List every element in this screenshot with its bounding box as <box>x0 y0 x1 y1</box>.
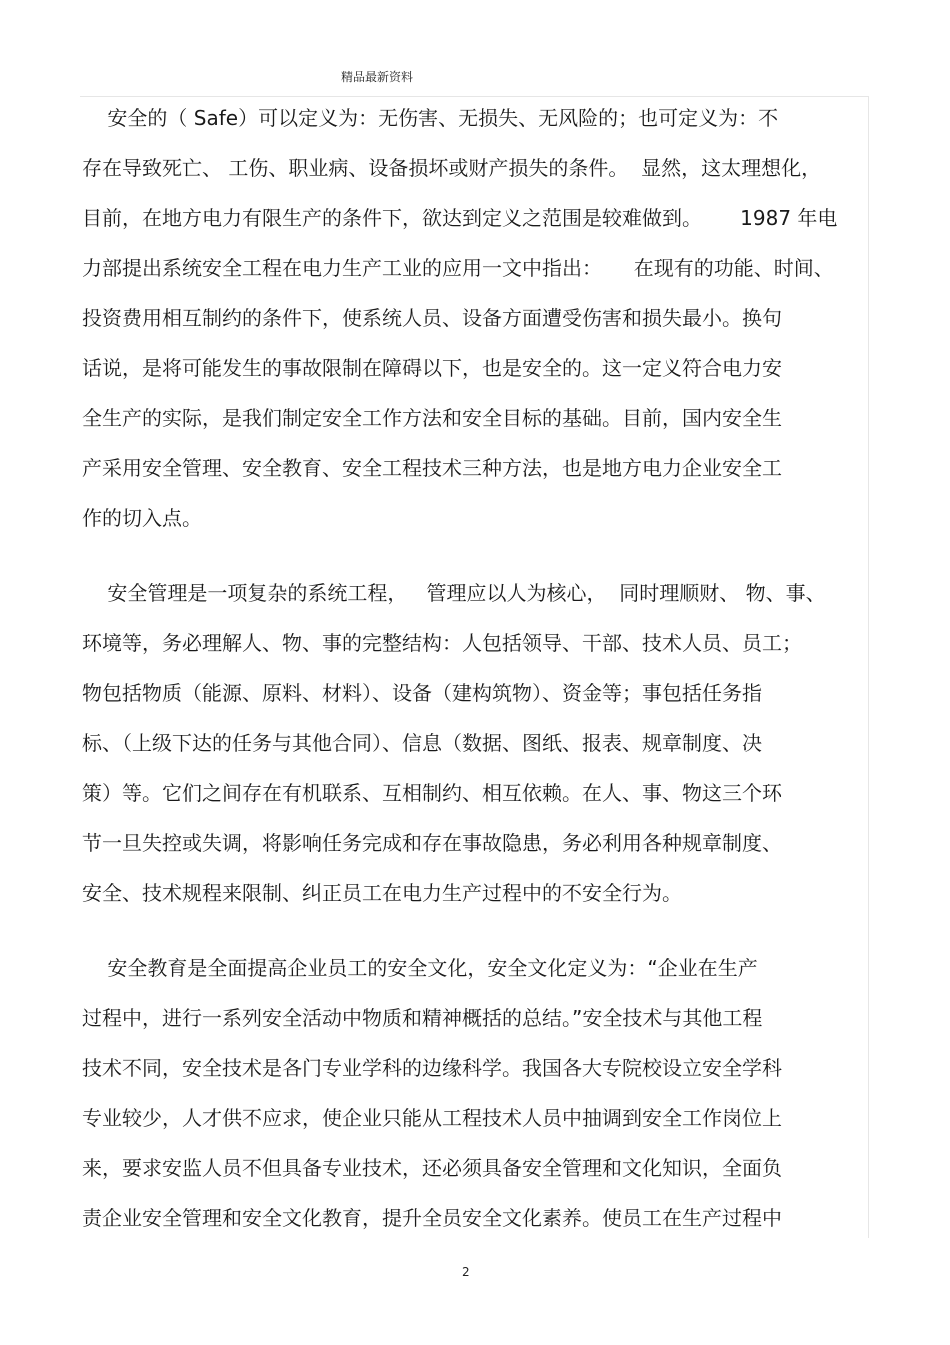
text-line: 安全管理是一项复杂的系统工程， 管理应以人为核心， 同时理顺财、 物、事、 <box>82 581 826 605</box>
text-line: 力部提出系统安全工程在电力生产工业的应用一文中指出： 在现有的功能、时间、 <box>82 256 834 280</box>
text-line: 专业较少，人才供不应求，使企业只能从工程技术人员中抽调到安全工作岗位上 <box>82 1106 782 1130</box>
text-line: 话说，是将可能发生的事故限制在障碍以下，也是安全的。这一定义符合电力安 <box>82 356 782 380</box>
text-line: 标、（上级下达的任务与其他合同）、信息（数据、图纸、报表、规章制度、决 <box>82 731 762 755</box>
header-divider <box>80 96 869 97</box>
text-line: 技术不同，安全技术是各门专业学科的边缘科学。我国各大专院校设立安全学科 <box>82 1056 782 1080</box>
text-line: 安全、技术规程来限制、纠正员工在电力生产过程中的不安全行为。 <box>82 881 682 905</box>
text-line: 环境等，务必理解人、物、事的完整结构：人包括领导、干部、技术人员、员工； <box>82 631 802 655</box>
text-line: 过程中，进行一系列安全活动中物质和精神概括的总结。”安全技术与其他工程 <box>82 1006 763 1030</box>
text-line: 安全教育是全面提高企业员工的安全文化，安全文化定义为：“企业在生产 <box>82 956 758 980</box>
text-line: 投资费用相互制约的条件下，使系统人员、设备方面遭受伤害和损失最小。换句 <box>82 306 782 330</box>
page-header: 精品最新资料 <box>341 70 414 84</box>
text-line: 全生产的实际，是我们制定安全工作方法和安全目标的基础。目前，国内安全生 <box>82 406 782 430</box>
text-line: 物包括物质（能源、原料、材料）、设备（建构筑物）、资金等；事包括任务指 <box>82 681 762 705</box>
text-line: 产采用安全管理、安全教育、安全工程技术三种方法，也是地方电力企业安全工 <box>82 456 782 480</box>
text-line: 存在导致死亡、 工伤、职业病、设备损坏或财产损失的条件。 显然，这太理想化， <box>82 156 822 180</box>
text-line: 节一旦失控或失调，将影响任务完成和存在事故隐患，务必利用各种规章制度、 <box>82 831 782 855</box>
page-number: 2 <box>462 1265 470 1279</box>
text-line: 策）等。它们之间存在有机联系、互相制约、相互依赖。在人、事、物这三个环 <box>82 781 782 805</box>
text-line: 责企业安全管理和安全文化教育，提升全员安全文化素养。使员工在生产过程中 <box>82 1206 782 1230</box>
text-line: 目前，在地方电力有限生产的条件下，欲达到定义之范围是较难做到。 1987 年电 <box>82 206 838 230</box>
text-line: 安全的（ Safe）可以定义为：无伤害、无损失、无风险的；也可定义为：不 <box>82 106 779 130</box>
text-line: 来，要求安监人员不但具备专业技术，还必须具备安全管理和文化知识，全面负 <box>82 1156 782 1180</box>
text-line: 作的切入点。 <box>82 506 202 530</box>
